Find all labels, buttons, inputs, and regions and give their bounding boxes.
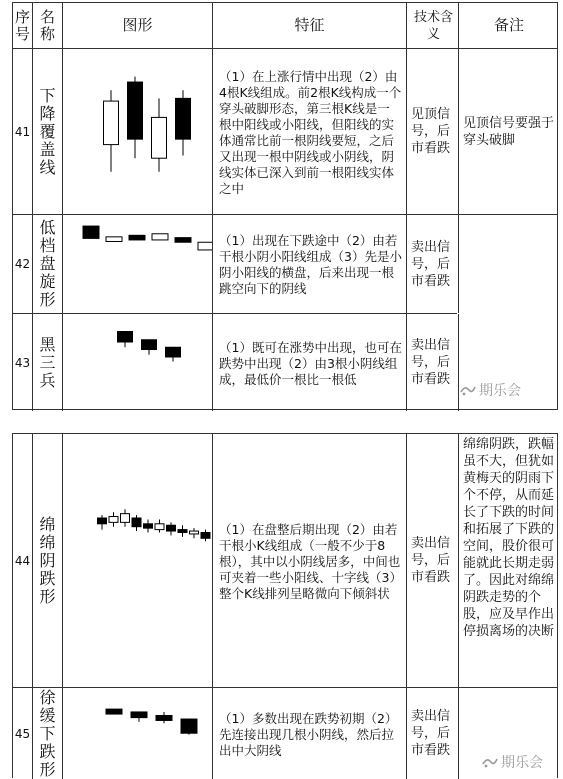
candlestick-chart xyxy=(63,434,213,687)
pattern-feature: （1）在上涨行情中出现（2）由4根K线组成。前2根K线构成一个穿头破脚形态，第三根K线是一根中阳线或小阳线，但阳线的实体通常比前一根阴线要短，之后又出现一根中阴线或小阴线，阴线实体已深入到前一根阳线实体之中 xyxy=(213,49,407,214)
candle-yin xyxy=(175,238,191,243)
pattern-tech-meaning: 见顶信号，后市看跌 xyxy=(407,49,459,214)
candle-yang xyxy=(155,524,164,530)
pattern-name: 下降覆盖线 xyxy=(33,49,63,214)
watermark: 期乐会 xyxy=(482,752,543,772)
candle-yang xyxy=(121,514,130,523)
pattern-feature: （1）出现在下跌途中（2）由若干根小阴小阳线组成（3）先是小阴小阳线的横盘，后来出现一根跳空向下的阴线 xyxy=(213,215,407,313)
candle-yin xyxy=(132,518,141,527)
pattern-name: 低档盘旋形 xyxy=(33,215,63,313)
pattern-figure xyxy=(63,688,213,779)
table-row-42 xyxy=(13,215,557,313)
row-number: 41 xyxy=(13,49,33,214)
pattern-feature: （1）多数出现在跌势初期（2）先连接出现几根小阴线，然后拉出中大阴线 xyxy=(213,688,407,779)
candle-yin xyxy=(201,533,210,539)
table-row-41 xyxy=(13,49,557,214)
candle-yang xyxy=(104,101,119,145)
row-number: 44 xyxy=(13,434,33,687)
watermark-logo-icon xyxy=(460,384,476,396)
pattern-name: 徐缓下跌形 xyxy=(33,688,63,779)
candle-yin xyxy=(176,98,191,139)
candle-yang xyxy=(152,117,167,158)
candle-yin xyxy=(156,715,172,720)
candle-yin xyxy=(129,235,145,240)
row-number: 43 xyxy=(13,314,33,411)
candle-yin xyxy=(128,82,143,139)
candle-yin xyxy=(181,719,197,733)
table-top xyxy=(12,2,558,410)
candle-yin xyxy=(83,226,99,238)
candle-yin xyxy=(166,347,181,357)
pattern-tech-meaning: 卖出信号，后市看跌 xyxy=(407,314,459,411)
candle-yin xyxy=(131,712,147,718)
pattern-feature: （1）既可在涨势中出现，也可在跌势中出现（2）由3根小阴线组成，最低价一根比一根低 xyxy=(213,314,407,411)
pattern-tech-meaning: 卖出信号，后市看跌 xyxy=(407,215,459,313)
header-feature: 特征 xyxy=(213,3,407,48)
pattern-remark: 绵绵阴跌，跌幅虽不大，但犹如黄梅天的阴雨下个不停，从而延长了下跌的时间和拓展了下跌的空间，股价很可能就此长期走弱了。因此对绵绵阴跌走势的个股，应及早作出停损离场的决断 xyxy=(463,437,555,639)
candlestick-chart xyxy=(63,215,213,313)
table-row-44 xyxy=(13,434,557,687)
watermark: 期乐会 xyxy=(460,380,521,400)
candle-yang xyxy=(198,242,213,250)
pattern-remark xyxy=(459,215,559,313)
header-remark: 备注 xyxy=(493,16,524,34)
pattern-remark: 见顶信号要强于穿头破脚 xyxy=(463,115,555,148)
candle-yin xyxy=(106,709,122,714)
pattern-name: 黑三兵 xyxy=(33,314,63,411)
candle-yang xyxy=(152,234,168,240)
table-bottom xyxy=(12,433,558,778)
pattern-tech-meaning: 卖出信号，后市看跌 xyxy=(407,688,459,779)
candlestick-chart xyxy=(63,314,213,411)
pattern-feature: （1）在盘整后期出现（2）由若干根小K线组成（一般不少于8根），其中以小阴线居多，中间也可夹着一些小阳线、十字线（3）整个K线排列呈略微向下倾斜状 xyxy=(213,434,407,687)
pattern-name: 绵绵阴跌形 xyxy=(33,434,63,687)
header-no: 序号 xyxy=(13,3,33,48)
pattern-figure xyxy=(63,215,213,313)
header-tech: 技术含义 xyxy=(407,3,459,48)
header-figure: 图形 xyxy=(63,3,213,48)
candle-yin xyxy=(98,518,107,524)
table-row-45 xyxy=(13,688,557,779)
candle-yin xyxy=(167,525,176,531)
watermark-logo-icon xyxy=(482,756,498,768)
table-header-row xyxy=(13,3,557,48)
candle-yin xyxy=(178,530,187,533)
candle-yang xyxy=(109,517,118,523)
candle-yang xyxy=(190,531,199,534)
row-number: 42 xyxy=(13,215,33,313)
candle-yin xyxy=(144,524,153,528)
candle-yin xyxy=(142,340,157,350)
pattern-figure xyxy=(63,314,213,411)
pattern-figure xyxy=(63,49,213,214)
header-name: 名称 xyxy=(33,3,63,48)
candle-yang xyxy=(106,237,122,242)
pattern-figure xyxy=(63,434,213,687)
row-number: 45 xyxy=(13,688,33,779)
candlestick-chart xyxy=(63,49,213,214)
pattern-tech-meaning: 卖出信号，后市看跌 xyxy=(407,434,459,687)
candlestick-chart xyxy=(63,688,213,779)
candle-yin xyxy=(118,332,133,343)
